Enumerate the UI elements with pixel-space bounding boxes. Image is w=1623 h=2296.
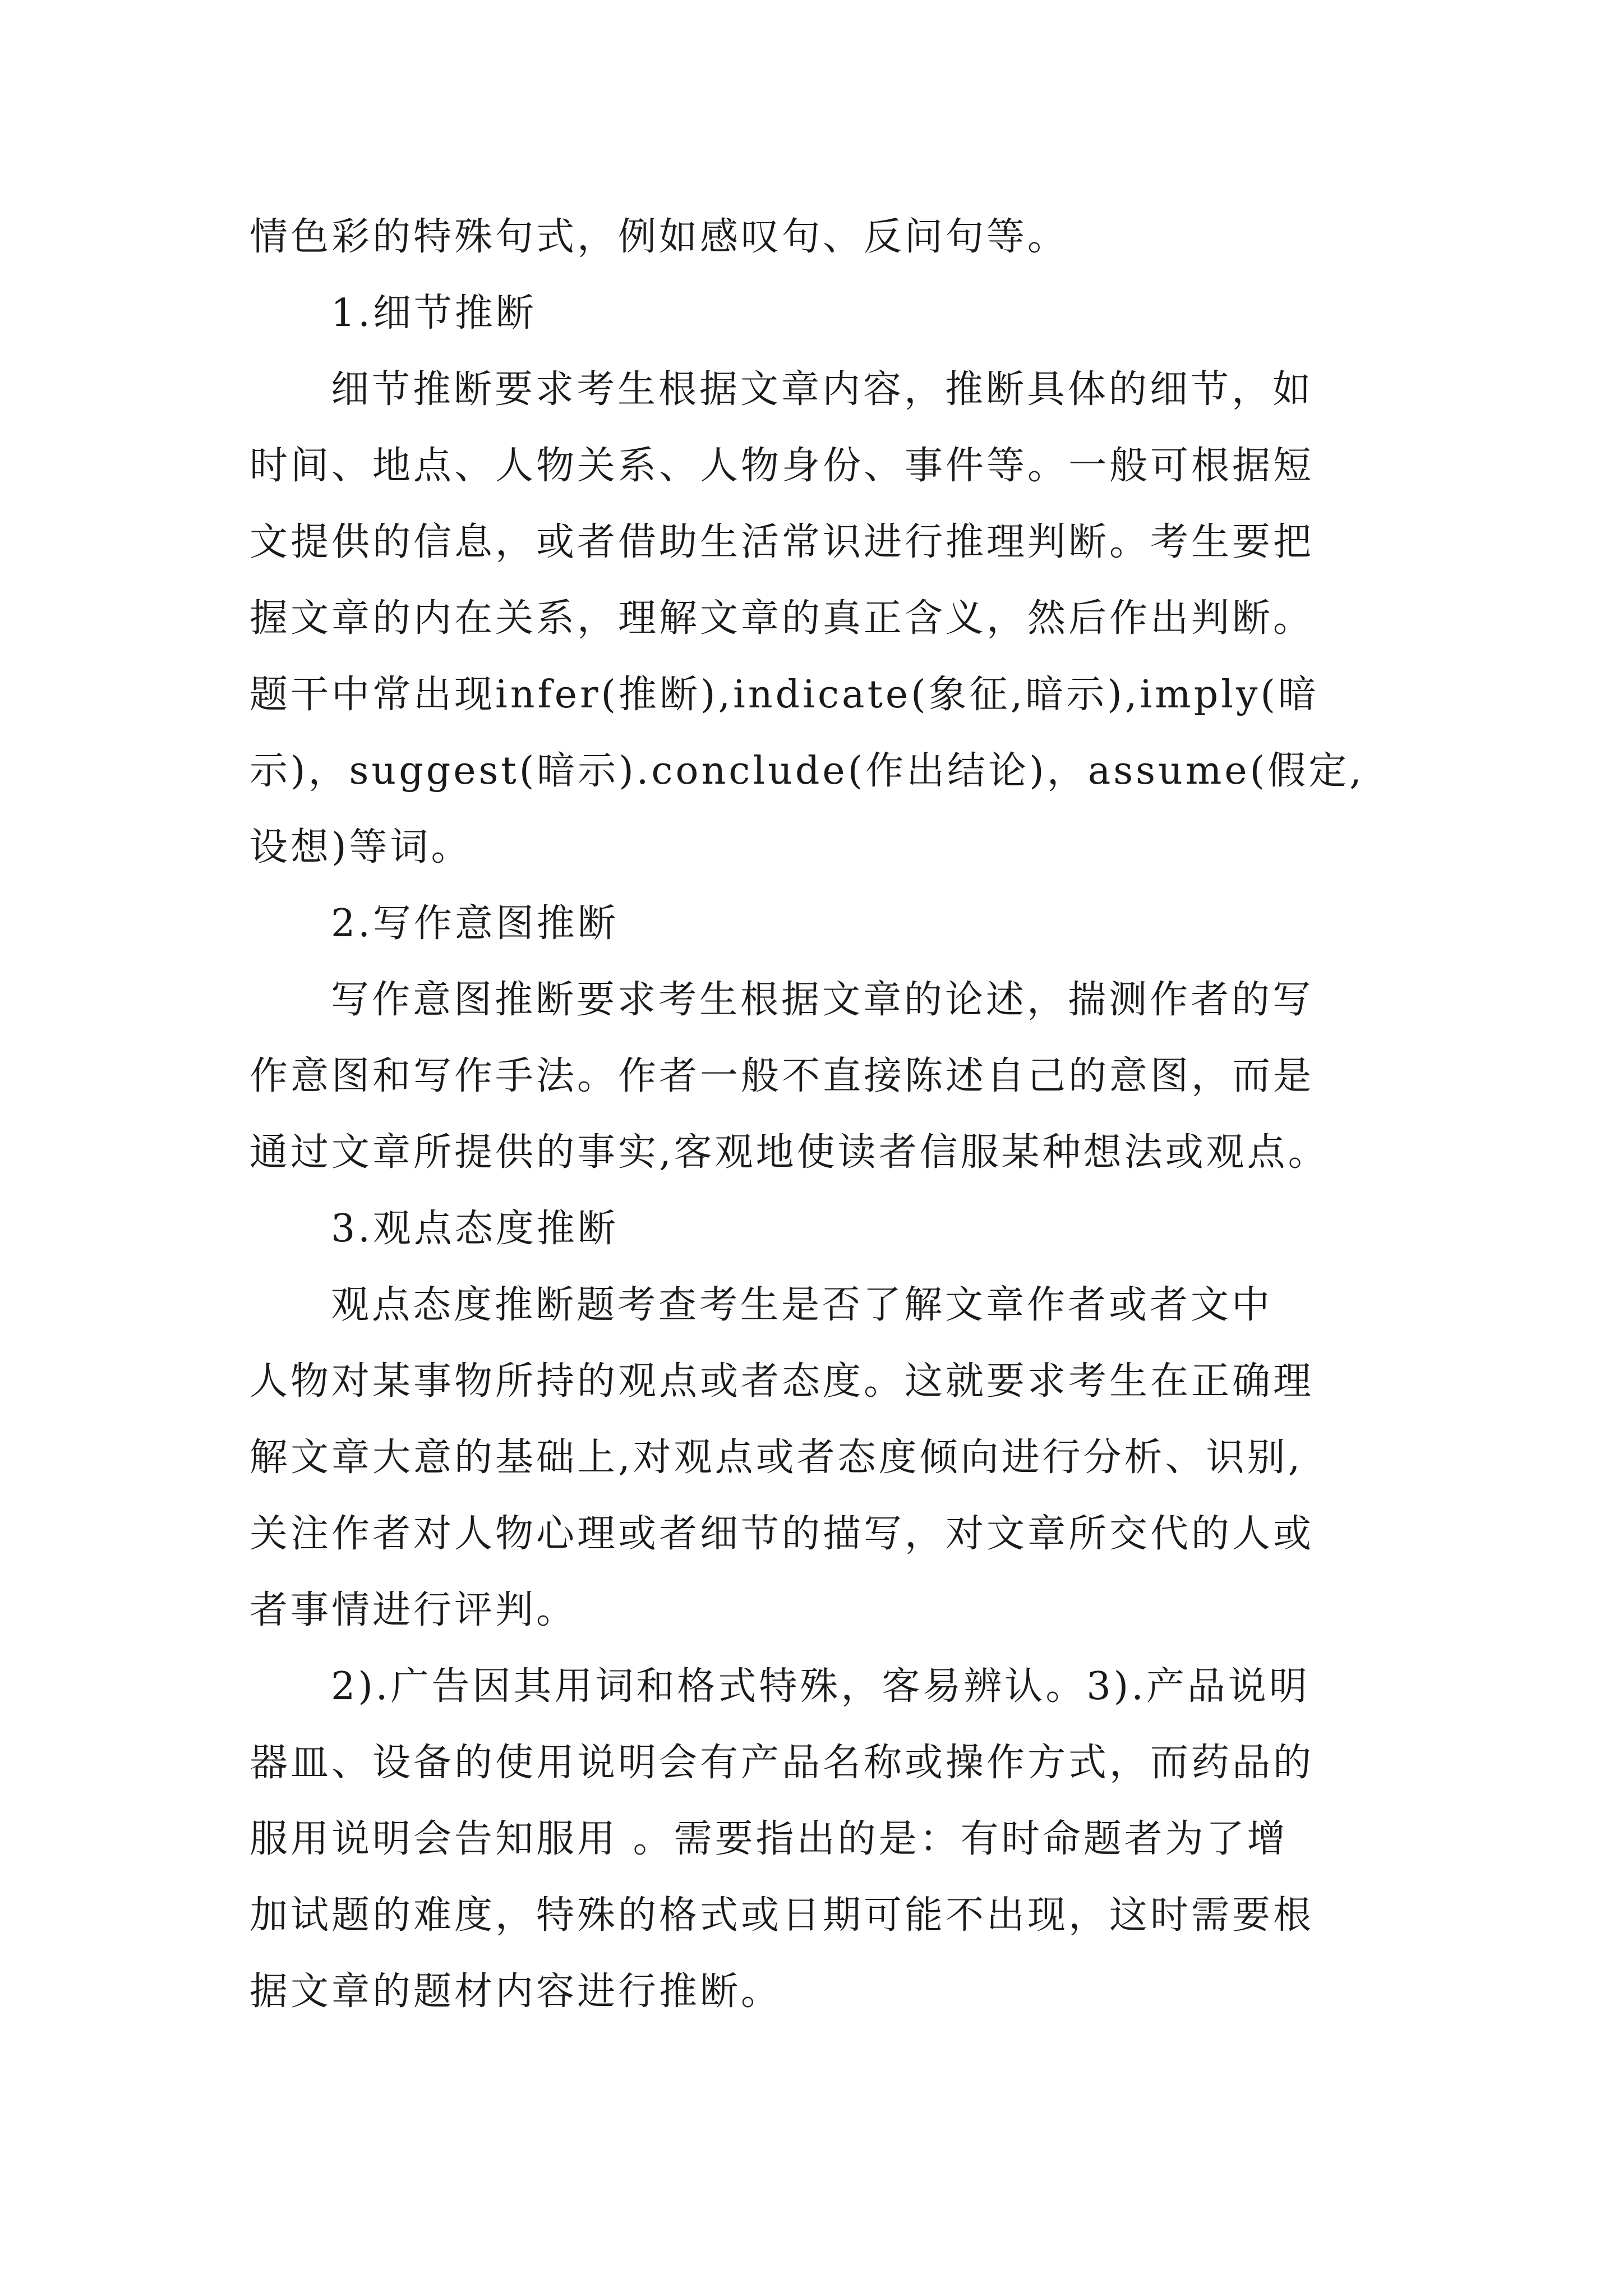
text-line: 示)，suggest(暗示).conclude(作出结论)，assume(假定, xyxy=(250,749,1364,793)
text-line: 器皿、设备的使用说明会有产品名称或操作方式，而药品的 xyxy=(250,1741,1315,1785)
text-line: 握文章的内在关系，理解文章的真正含义，然后作出判断。 xyxy=(250,596,1315,641)
text-line: 作意图和写作手法。作者一般不直接陈述自己的意图，而是 xyxy=(250,1054,1315,1098)
text-line: 据文章的题材内容进行推断。 xyxy=(250,1970,782,2014)
text-line: 者事情进行评判。 xyxy=(250,1588,578,1632)
text-line: 3.观点态度推断 xyxy=(331,1207,619,1251)
text-line: 人物对某事物所持的观点或者态度。这就要求考生在正确理 xyxy=(250,1359,1315,1404)
text-line: 设想)等词。 xyxy=(250,825,472,869)
document-body xyxy=(250,199,1394,2030)
text-line: 服用说明会告知服用 。需要指出的是：有时命题者为了增 xyxy=(250,1817,1288,1861)
text-line: 情色彩的特殊句式，例如感叹句、反问句等。 xyxy=(250,215,1069,259)
text-line: 文提供的信息，或者借助生活常识进行推理判断。考生要把 xyxy=(250,520,1315,564)
text-line: 1.细节推断 xyxy=(331,291,537,335)
text-line: 通过文章所提供的事实,客观地使读者信服某种想法或观点。 xyxy=(250,1130,1329,1175)
text-line: 题干中常出现infer(推断),indicate(象征,暗示),imply(暗 xyxy=(250,673,1319,717)
text-line: 2.写作意图推断 xyxy=(331,901,619,946)
text-line: 写作意图推断要求考生根据文章的论述，揣测作者的写 xyxy=(331,978,1314,1022)
text-line: 观点态度推断题考查考生是否了解文章作者或者文中 xyxy=(331,1283,1273,1327)
text-line: 解文章大意的基础上,对观点或者态度倾向进行分析、识别, xyxy=(250,1435,1303,1480)
text-line: 时间、地点、人物关系、人物身份、事件等。一般可根据短 xyxy=(250,444,1315,488)
text-line: 细节推断要求考生根据文章内容，推断具体的细节，如 xyxy=(331,367,1314,412)
text-line: 2).广告因其用词和格式特殊，客易辨认。3).产品说明 xyxy=(331,1664,1310,1709)
text-line: 加试题的难度，特殊的格式或日期可能不出现，这时需要根 xyxy=(250,1893,1315,1938)
text-line: 关注作者对人物心理或者细节的描写，对文章所交代的人或 xyxy=(250,1512,1315,1556)
